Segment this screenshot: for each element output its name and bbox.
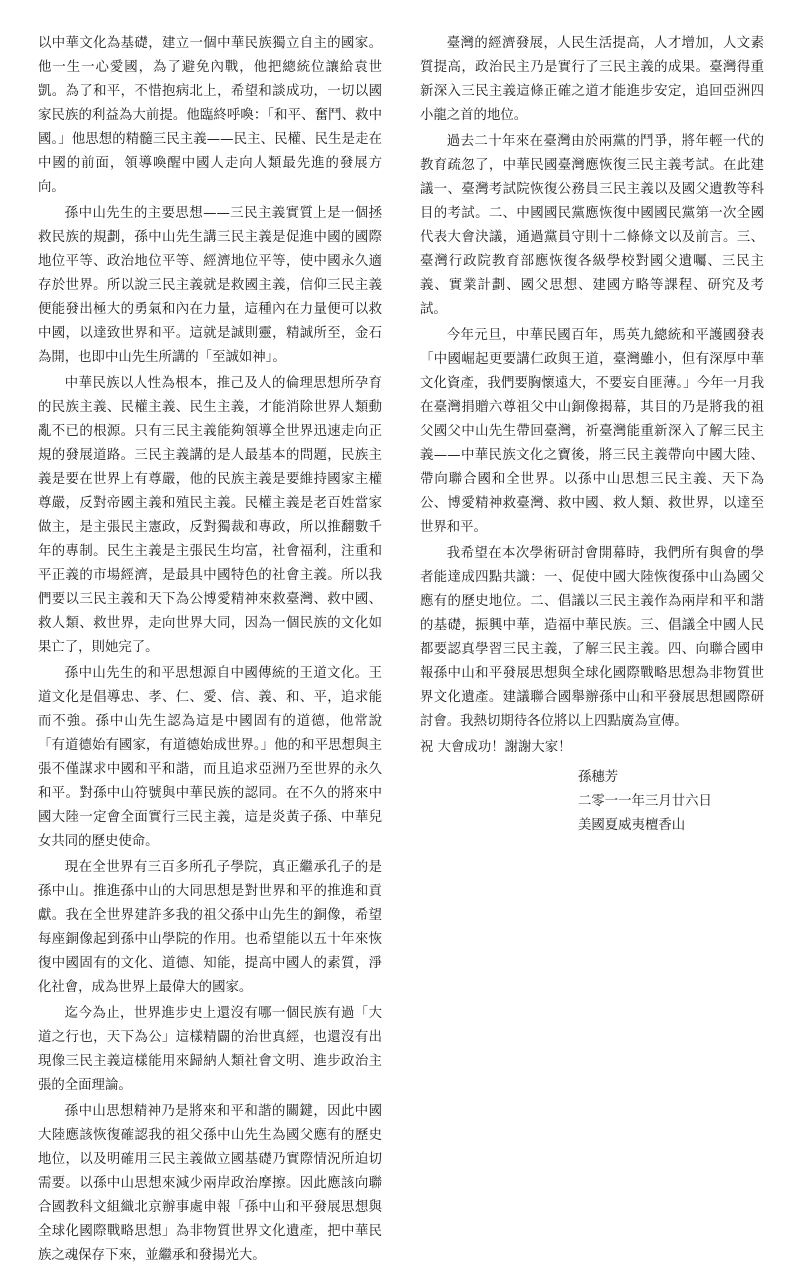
paragraph: 迄今為止，世界進步史上還沒有哪一個民族有過「大道之行也，天下為公」這樣精闢的治世真經，也還沒有出現像三民主義這樣能用來歸納人類社會文明、進步政治主張的全面理論。 [38, 1006, 382, 1093]
paragraph: 今年元旦，中華民國百年，馬英九總統和平護國發表「中國崛起更要講仁政與王道，臺灣雖小，但有深厚中華文化資產，我們要胸懷遠大，不要妄自匪薄。」今年一月我在臺灣捐贈六尊祖父中山銅像揭幕，其目的乃是將我的祖父國父中山先生帶回臺灣，祈臺灣能重新深入了解三民主義——中華民族文化之寶後，將三民主義帶向中國大陸、帶向聯合國和全世界。以孫中山思想三民主義、天下為公、博愛精神救臺灣、救中國、救人類、救世界，以達至世界和平。 [420, 328, 764, 535]
paragraph: 以中華文化為基礎，建立一個中華民族獨立自主的國家。他一生一心愛國，為了避免內戰，他把總統位讓給袁世凱。為了和平，不惜抱病北上，希望和談成功，一切以國家民族的利益為大前提。他臨終呼喚：「和平、奮鬥、救中國。」他思想的精髓三民主義——民主、民權、民生是走在中國的前面，領導喚醒中國人走向人類最先進的發展方向。 [38, 36, 382, 195]
left-column [38, 32, 382, 1270]
paragraph: 孫中山思想精神乃是將來和平和諧的關鍵，因此中國大陸應該恢復確認我的祖父孫中山先生為國父應有的歷史地位，以及明確用三民主義做立國基礎乃實際情況所迫切需要。以孫中山思想來減少兩岸政治摩擦。因此應該向聯合國教科文組織北京辦事處申報「孫中山和平發展思想與全球化國際戰略思想」為非物質世界文化遺產，把中華民族之魂保存下來，並繼承和發揚光大。 [38, 1104, 382, 1263]
closing-line: 祝 大會成功！謝謝大家！ [420, 740, 572, 755]
signature-place: 美國夏威夷檀香山 [578, 818, 686, 833]
signature-name: 孫穗芳 [578, 770, 619, 785]
signature-date: 二零一一年三月廿六日 [578, 794, 712, 809]
paragraph: 孫中山先生的和平思想源自中國傳統的王道文化。王道文化是倡導忠、孝、仁、愛、信、義、和、平，追求能而不強。孫中山先生認為這是中國固有的道德，他常說「有道德始有國家，有道德始成世界。」他的和平思想與主張不僅謀求中國和平和諧，而且追求亞洲乃至世界的永久和平。對孫中山符號與中華民族的認同。在不久的將來中國大陸一定會全面實行三民主義，這是炎黃子孫、中華兒女共同的歷史使命。 [38, 666, 382, 849]
paragraph: 我希望在本次學術研討會開幕時，我們所有與會的學者能達成四點共識：一、促使中國大陸恢復孫中山為國父應有的歷史地位。二、倡議以三民主義作為兩岸和平和諧的基礎，振興中華，造福中華民族。三、倡議全中國人民都要認真學習三民主義，了解三民主義。四、向聯合國申報孫中山和平發展思想與全球化國際戰略思想為非物質世界文化遺產。建議聯合國舉辦孫中山和平發展思想國際研討會。我熱切期待各位將以上四點廣為宣傳。 [420, 546, 764, 729]
paragraph: 過去二十年來在臺灣由於兩黨的鬥爭，將年輕一代的教育疏忽了，中華民國臺灣應恢復三民主義考試。在此建議一、臺灣考試院恢復公務員三民主義以及國父遺教等科目的考試。二、中國國民黨應恢復中國國民黨第一次全國代表大會決議，通過黨員守則十二條條文以及前言。三、臺灣行政院教育部應恢復各級學校對國父遺囑、三民主義、實業計劃、國父思想、建國方略等課程、研究及考試。 [420, 134, 764, 317]
paragraph: 中華民族以人性為根本，推己及人的倫理思想所孕育的民族主義、民權主義、民生主義，才能消除世界人類動亂不已的根源。只有三民主義能夠領導全世界迅速走向正規的發展道路。三民主義講的是人最基本的問題，民族主義是要在世界上有尊嚴，他的民族主義是要維持國家主權尊嚴，反對帝國主義和殖民主義。民權主義是老百姓當家做主，是主張民主憲政，反對獨裁和專政，所以推翻數千年的專制。民生主義是主張民生均富，社會福利，注重和平正義的市場經濟，是最具中國特色的社會主義。所以我們要以三民主義和天下為公博愛精神來救臺灣、救中國、救人類、救世界，走向世界大同，因為一個民族的文化如果亡了，則她完了。 [38, 376, 382, 655]
paragraph: 現在全世界有三百多所孔子學院，真正繼承孔子的是孫中山。推進孫中山的大同思想是對世界和平的推進和貢獻。我在全世界建許多我的祖父孫中山先生的銅像，希望每座銅像起到孫中山學院的作用。也希望能以五十年來恢復中國固有的文化、道德、知能，提高中國人的素質，淨化社會，成為世界上最偉大的國家。 [38, 860, 382, 995]
paragraph: 臺灣的經濟發展，人民生活提高，人才增加，人文素質提高，政治民主乃是實行了三民主義的成果。臺灣得重新深入三民主義這條正確之道才能進步安定，追回亞洲四小龍之首的地位。 [420, 36, 764, 123]
right-column [420, 32, 764, 838]
signature-block [578, 766, 764, 838]
paragraph: 孫中山先生的主要思想——三民主義實質上是一個拯救民族的規劃，孫中山先生講三民主義是促進中國的國際地位平等、政治地位平等、經濟地位平等，使中國永久適存於世界。所以說三民主義就是救國主義，信仰三民主義便能發出極大的勇氣和內在力量，這種內在力量便可以救中國，以達致世界和平。這就是誠則靈，精誠所至，金石為開，也即中山先生所講的「至誠如神」。 [38, 206, 382, 365]
